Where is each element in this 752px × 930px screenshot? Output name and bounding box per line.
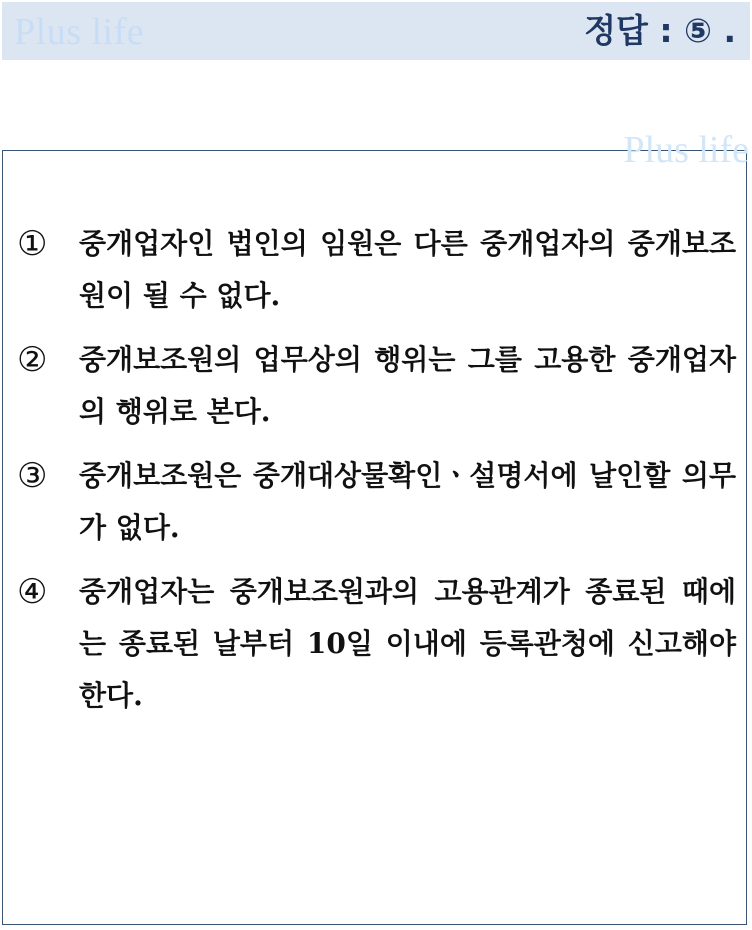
watermark-logo-secondary: Plus life bbox=[623, 129, 749, 171]
choice-item-2 bbox=[3, 334, 748, 438]
answer-label: 정답 : ⑤ . bbox=[584, 11, 736, 50]
choice-text: 중개업자인 법인의 임원은 다른 중개업자의 중개보조원이 될 수 없다. bbox=[79, 227, 736, 312]
choice-text: 중개보조원의 업무상의 행위는 그를 고용한 중개업자의 행위로 본다. bbox=[79, 343, 736, 428]
header-bar bbox=[2, 2, 750, 60]
choice-item-4 bbox=[3, 566, 748, 722]
choice-item-1 bbox=[3, 218, 748, 322]
choice-number: ② bbox=[17, 340, 48, 380]
choice-list bbox=[3, 218, 748, 734]
choice-number: ① bbox=[17, 224, 48, 264]
choice-number: ④ bbox=[17, 572, 48, 612]
choice-text: 중개업자는 중개보조원과의 고용관계가 종료된 때에는 종료된 날부터 10일 이내에 등록관청에 신고해야 한다. bbox=[79, 575, 736, 712]
watermark-logo: Plus life bbox=[14, 11, 145, 53]
choice-text: 중개보조원은 중개대상물확인ㆍ설명서에 날인할 의무가 없다. bbox=[79, 459, 736, 544]
choice-item-3 bbox=[3, 450, 748, 554]
question-choices-box bbox=[2, 150, 747, 925]
choice-number: ③ bbox=[17, 456, 48, 496]
